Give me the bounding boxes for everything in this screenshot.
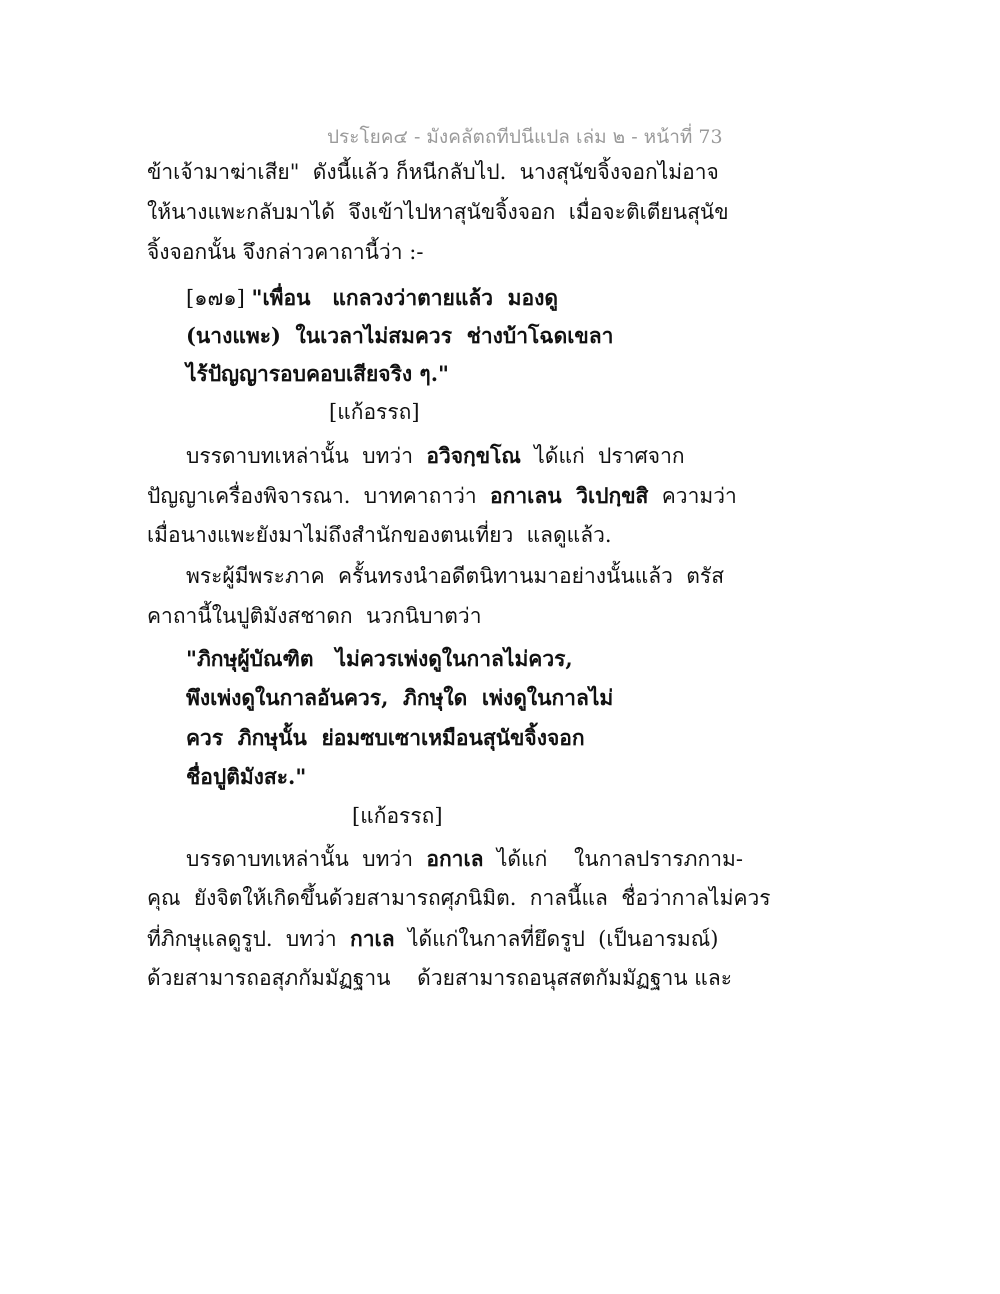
text-run: ได้แก่ ปราศจาก — [520, 444, 685, 468]
text-line — [147, 162, 719, 183]
running-header: ประโยค๔ - มังคลัตถทีปนีแปล เล่ม ๒ - หน้าที่ 73 — [327, 126, 723, 148]
text-run: ความว่า — [648, 484, 737, 508]
bold-text: อกาเลน วิเปกฺขสิ — [490, 483, 649, 508]
text-line — [186, 325, 613, 347]
text-line — [147, 485, 737, 507]
text-run: คุณ ยังจิตให้เกิดขึ้นด้วยสามารถศุภนิมิต. กาลนี้แล ชื่อว่ากาลไม่ควร — [147, 886, 771, 910]
bold-text: อกาเล — [426, 846, 484, 871]
bold-text: "ภิกษุผู้บัณฑิต ไม่ควรเพ่งดูในกาลไม่ควร, — [186, 646, 573, 671]
text-line — [186, 445, 685, 467]
bold-text: ควร ภิกษุนั้น ย่อมซบเซาเหมือนสุนัขจิ้งจอก — [186, 725, 585, 750]
text-line — [147, 525, 612, 546]
bold-text: "เพื่อน แกลวงว่าตายแล้ว มองดู — [251, 285, 559, 310]
bold-text: ไร้ปัญญารอบคอบเสียจริง ๆ." — [186, 361, 449, 386]
text-line — [147, 242, 423, 263]
text-run: บรรดาบทเหล่านั้น บทว่า — [186, 847, 427, 871]
text-line — [147, 606, 482, 627]
text-run: ด้วยสามารถอสุภกัมมัฏฐาน ด้วยสามารถอนุสสตกัมมัฏฐาน และ — [147, 966, 732, 990]
text-line — [186, 766, 306, 788]
text-run: ได้แก่ ในกาลปรารภกาม- — [483, 847, 743, 871]
text-line — [186, 848, 743, 870]
text-line — [186, 687, 613, 709]
text-run: ที่ภิกษุแลดูรูป. บทว่า — [147, 927, 351, 951]
bold-text: (นางแพะ) ในเวลาไม่สมควร ช่างบ้าโฉดเขลา — [186, 323, 614, 348]
text-run: พระผู้มีพระภาค ครั้นทรงนำอดีตนิทานมาอย่างนั้นแล้ว ตรัส — [186, 564, 725, 588]
bold-text: ชื่อปูติมังสะ." — [186, 764, 307, 789]
text-line — [147, 928, 718, 950]
text-line — [352, 806, 443, 827]
bold-text: พึงเพ่งดูในกาลอันควร, ภิกษุใด เพ่งดูในกาลไม่ — [186, 685, 614, 710]
text-line — [186, 648, 573, 670]
text-line — [147, 968, 732, 989]
bold-text: กาเล — [350, 926, 395, 951]
text-line — [186, 727, 585, 749]
text-run: บรรดาบทเหล่านั้น บทว่า — [186, 444, 427, 468]
text-line — [329, 402, 420, 423]
text-run: ปัญญาเครื่องพิจารณา. บาทคาถาว่า — [147, 484, 491, 508]
text-line — [186, 287, 558, 309]
text-run: ได้แก่ในกาลที่ยึดรูป (เป็นอารมณ์) — [394, 927, 719, 951]
text-line — [186, 363, 449, 385]
bold-text: อวิจกฺขโณ — [426, 443, 521, 468]
text-line — [147, 888, 771, 909]
text-run: [๑๗๑] — [186, 286, 252, 310]
text-line — [147, 202, 729, 223]
text-line — [186, 566, 724, 587]
text-run: ให้นางแพะกลับมาได้ จึงเข้าไปหาสุนัขจิ้งจอก เมื่อจะติเตียนสุนัข — [147, 200, 729, 224]
text-run: [แก้อรรถ] — [352, 804, 443, 828]
text-run: เมื่อนางแพะยังมาไม่ถึงสำนักของตนเที่ยว แลดูแล้ว. — [147, 523, 612, 547]
text-run: ข้าเจ้ามาฆ่าเสีย" ดังนี้แล้ว ก็หนีกลับไป. นางสุนัขจิ้งจอกไม่อาจ — [147, 160, 719, 184]
text-run: [แก้อรรถ] — [329, 400, 420, 424]
text-run: คาถานี้ในปูติมังสชาดก นวกนิบาตว่า — [147, 604, 482, 628]
text-run: จิ้งจอกนั้น จึงกล่าวคาถานี้ว่า :- — [147, 240, 424, 264]
